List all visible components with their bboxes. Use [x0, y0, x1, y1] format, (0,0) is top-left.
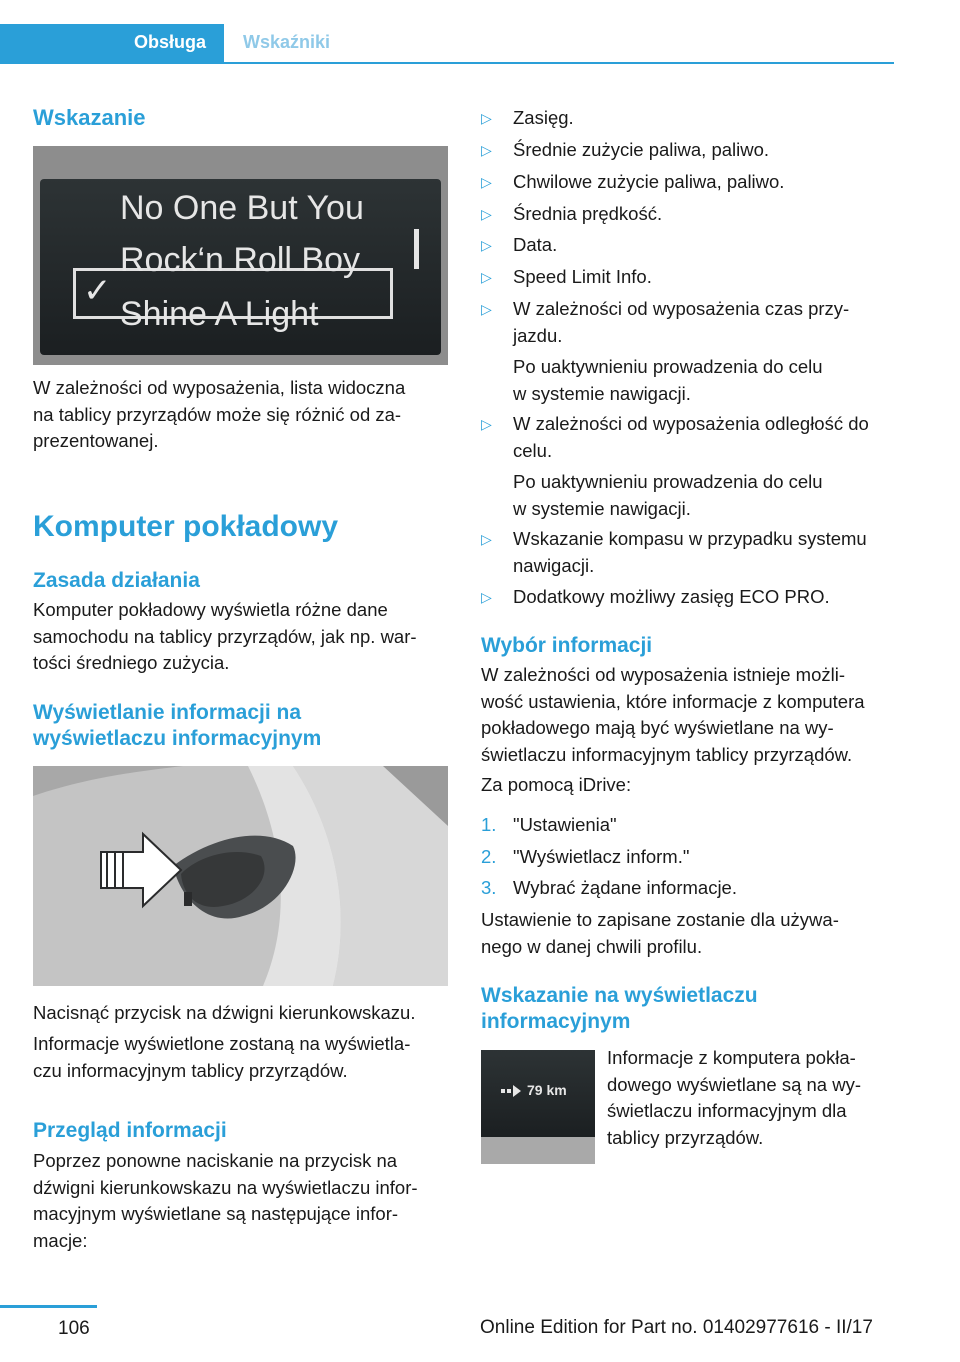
para-wskazanie-line: świetlaczu informacyjnym dla	[607, 1100, 847, 1121]
para-wskazanie-line: Informacje z komputera pokła-	[607, 1047, 856, 1068]
chapter-header	[0, 24, 894, 64]
triangle-bullet-icon: ▷	[481, 416, 492, 432]
list-item-line: jazdu.	[513, 324, 563, 346]
triangle-bullet-icon: ▷	[481, 142, 492, 158]
para-przeglad-line: dźwigni kierunkowskazu na wyświetlaczu infor-	[33, 1176, 418, 1198]
para-przeglad	[33, 1148, 448, 1254]
list-item-line: W zależności od wyposażenia czas przy-	[513, 298, 850, 319]
triangle-bullet-icon: ▷	[481, 531, 492, 547]
para-wybor	[481, 662, 896, 768]
heading-zasada: Zasada działania	[33, 569, 200, 592]
list-item-text: Chwilowe zużycie paliwa, paliwo.	[513, 171, 785, 192]
para-wybor-line: świetlaczu informacyjnym tablicy przyrządów.	[481, 743, 853, 765]
para-informacje-line: Informacje wyświetlone zostaną na wyświetla-	[33, 1033, 411, 1054]
heading-line: Wyświetlanie informacji na	[33, 701, 302, 724]
para-zasada-line: Komputer pokładowy wyświetla różne dane	[33, 599, 388, 620]
list-item-text	[513, 296, 896, 407]
step-number: 2.	[481, 846, 497, 867]
para-wybor-line: pokładowego mają być wyświetlane na wy-	[481, 717, 834, 738]
para-zasada	[33, 597, 448, 677]
para-wybor-line: wość ustawienia, które informacje z komputera	[481, 690, 865, 712]
heading-wskazanie: Wskazanie	[33, 105, 146, 130]
list-item-sub: w systemie nawigacji.	[513, 497, 691, 519]
list-item-sub: Po uaktywnieniu prowadzenia do celu	[513, 356, 823, 377]
para-ustawienie-line: Ustawienie to zapisane zostanie dla używa-	[481, 909, 839, 930]
list-item-text: Data.	[513, 234, 558, 255]
triangle-bullet-icon: ▷	[481, 206, 492, 222]
para-informacje-line: czu informacyjnym tablicy przyrządów.	[33, 1059, 348, 1081]
para-ustawienie	[481, 907, 896, 960]
footer-rule	[0, 1305, 97, 1308]
para-lista-line: na tablicy przyrządów może się różnić od za-	[33, 403, 402, 425]
list-item-text	[513, 526, 896, 579]
triangle-bullet-icon: ▷	[481, 589, 492, 605]
para-lista-line: W zależności od wyposażenia, lista widoczna	[33, 377, 406, 398]
para-wskazanie-line: dowego wyświetlane są na wy-	[607, 1073, 861, 1095]
para-wskazanie-line: tablicy przyrządów.	[607, 1126, 764, 1148]
list-item-line: celu.	[513, 439, 553, 461]
edition-text: Online Edition for Part no. 01402977616 - II/17	[480, 1317, 873, 1338]
para-wybor-line: W zależności od wyposażenia istnieje możli-	[481, 664, 845, 685]
page-number: 106	[58, 1318, 90, 1339]
range-value: 79 km	[527, 1082, 567, 1098]
triangle-bullet-icon: ▷	[481, 237, 492, 253]
para-lista-line: prezentowanej.	[33, 430, 159, 451]
triangle-bullet-icon: ▷	[481, 269, 492, 285]
step-number: 1.	[481, 814, 497, 835]
list-item-line: Wskazanie kompasu w przypadku systemu	[513, 528, 867, 549]
list-item-text: Dodatkowy możliwy zasięg ECO PRO.	[513, 586, 830, 607]
tab-obsluga[interactable]	[0, 24, 224, 62]
list-item-text: Średnia prędkość.	[513, 203, 663, 224]
list-item-line: W zależności od wyposażenia odległość do	[513, 413, 869, 434]
step-text: "Wyświetlacz inform."	[513, 846, 690, 867]
display-line-1: No One But You	[120, 189, 364, 227]
heading-line: wyświetlaczu informacyjnym	[33, 727, 322, 750]
stalk-illustration	[33, 766, 448, 986]
list-item-text: Zasięg.	[513, 107, 574, 128]
turn-signal-stalk-image	[33, 766, 448, 986]
page-title: Komputer pokładowy	[33, 510, 339, 543]
display-screen	[481, 1050, 595, 1137]
check-icon: ✓	[83, 272, 112, 310]
step-text: Wybrać żądane informacje.	[513, 877, 737, 898]
tab-wskazniki[interactable]: Wskaźniki	[243, 32, 331, 52]
para-ustawienie-line: nego w danej chwili profilu.	[481, 935, 703, 957]
display-line-2: Rock‘n Roll Boy	[120, 241, 360, 279]
triangle-bullet-icon: ▷	[481, 301, 492, 317]
list-item-text	[513, 411, 896, 522]
para-przeglad-line: macyjnym wyświetlane są następujące infor-	[33, 1203, 399, 1224]
heading-wyswietlanie	[33, 700, 321, 752]
para-zasada-line: samochodu na tablicy przyrządów, jak np. war-	[33, 625, 417, 647]
heading-line: informacyjnym	[481, 1010, 631, 1033]
display-line-3: Shine A Light	[120, 295, 319, 333]
heading-wskazanie-wyswietlacz	[481, 983, 758, 1035]
list-item-text: Średnie zużycie paliwa, paliwo.	[513, 139, 770, 160]
display-image-playlist	[33, 146, 448, 365]
triangle-bullet-icon: ▷	[481, 110, 492, 126]
list-item-text: Speed Limit Info.	[513, 266, 652, 287]
fuel-range-icon	[501, 1083, 523, 1099]
step-text: "Ustawienia"	[513, 814, 617, 835]
scrollbar-indicator	[414, 229, 419, 269]
heading-wybor: Wybór informacji	[481, 634, 653, 657]
tab-obsluga-label: Obsługa	[133, 32, 206, 52]
para-lista	[33, 375, 448, 455]
list-item-sub: Po uaktywnieniu prowadzenia do celu	[513, 471, 823, 492]
triangle-bullet-icon: ▷	[481, 174, 492, 190]
para-przeglad-line: macje:	[33, 1229, 88, 1251]
list-item-sub: w systemie nawigacji.	[513, 382, 691, 404]
para-informacje	[33, 1031, 448, 1084]
display-screen	[40, 179, 441, 355]
list-item-line: nawigacji.	[513, 554, 595, 576]
heading-przeglad: Przegląd informacji	[33, 1119, 227, 1142]
range-display-image	[481, 1050, 595, 1164]
para-za-pomoca: Za pomocą iDrive:	[481, 774, 632, 795]
para-zasada-line: tości średniego zużycia.	[33, 652, 230, 673]
para-wskazanie	[607, 1045, 897, 1151]
heading-line: Wskazanie na wyświetlaczu	[481, 984, 758, 1007]
para-nacisnac: Nacisnąć przycisk na dźwigni kierunkowskazu.	[33, 1002, 416, 1023]
step-number: 3.	[481, 877, 497, 898]
para-przeglad-line: Poprzez ponowne naciskanie na przycisk na	[33, 1150, 398, 1171]
